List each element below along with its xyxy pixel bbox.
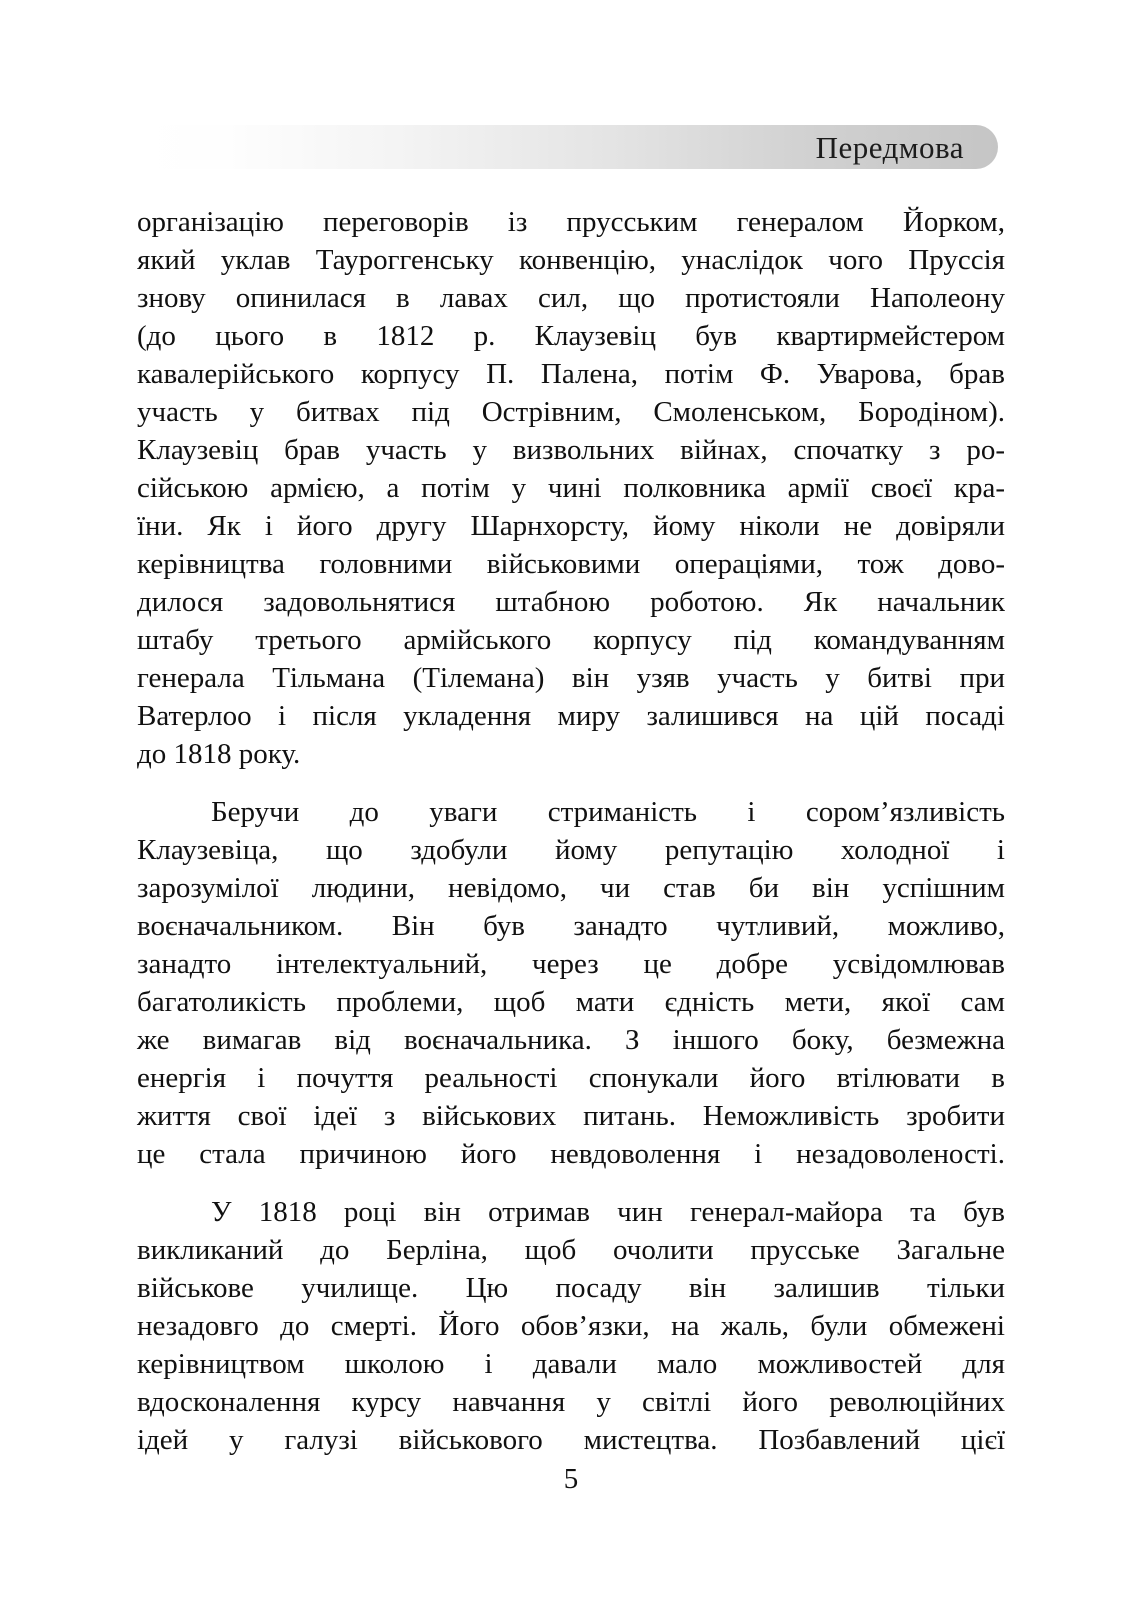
page-body <box>137 203 1005 1479</box>
paragraph-1 <box>137 203 1005 773</box>
text-line: їни. Як і його другу Шарнхорсту, йому ніколи не довіряли <box>137 510 1005 542</box>
text-line: вдосконалення курсу навчання у світлі його революційних <box>137 1386 1005 1418</box>
text-line: дилося задовольнятися штабною роботою. Як начальник <box>137 586 1005 618</box>
text-line: зарозумілої людини, невідомо, чи став би він успішним <box>137 872 1005 904</box>
text-line: генерала Тільмана (Тілемана) він узяв участь у битві при <box>137 662 1005 694</box>
text-line: штабу третього армійського корпусу під командуванням <box>137 624 1005 656</box>
text-line: участь у битвах під Острівним, Смоленськом, Бородіном). <box>137 396 1005 428</box>
text-line: керівництва головними військовими операціями, тож дово- <box>137 548 1005 580</box>
text-line: Клаузевіц брав участь у визвольних війнах, спочатку з ро- <box>137 434 1005 466</box>
text-line: життя свої ідеї з військових питань. Неможливість зробити <box>137 1100 1005 1132</box>
text-line: військове училище. Цю посаду він залишив тільки <box>137 1272 1005 1304</box>
text-line: незадовго до смерті. Його обов’язки, на жаль, були обмежені <box>137 1310 1005 1342</box>
paragraph-2 <box>137 793 1005 1173</box>
text-line: У 1818 році він отримав чин генерал-майора та був <box>211 1196 1005 1228</box>
text-line: керівництвом школою і давали мало можливостей для <box>137 1348 1005 1380</box>
text-line: же вимагав від воєначальника. З іншого боку, безмежна <box>137 1024 1005 1056</box>
text-line: Ватерлоо і після укладення миру залишився на цій посаді <box>137 700 1005 732</box>
text-line: воєначальником. Він був занадто чутливий, можливо, <box>137 910 1005 942</box>
page-number: 5 <box>563 1463 579 1495</box>
text-line: багатоликість проблеми, щоб мати єдність мети, якої сам <box>137 986 1005 1018</box>
text-line: викликаний до Берліна, щоб очолити прусське Загальне <box>137 1234 1005 1266</box>
page-footer <box>137 1460 1005 1498</box>
text-line: (до цього в 1812 р. Клаузевіц був квартирмейстером <box>137 320 1005 352</box>
paragraph-3 <box>137 1193 1005 1459</box>
text-line: сійською армією, а потім у чині полковника армії своєї кра- <box>137 472 1005 504</box>
text-line: енергія і почуття реальності спонукали його втілювати в <box>137 1062 1005 1094</box>
text-line: занадто інтелектуальний, через це добре усвідомлював <box>137 948 1005 980</box>
text-line: Клаузевіца, що здобули йому репутацію холодної і <box>137 834 1005 866</box>
text-line: організацію переговорів із прусським генералом Йорком, <box>137 206 1005 238</box>
text-line: Беручи до уваги стриманість і сором’язливість <box>211 796 1005 828</box>
text-line: який уклав Тауроггенську конвенцію, унаслідок чого Пруссія <box>137 244 1005 276</box>
text-line: кавалерійського корпусу П. Палена, потім Ф. Уварова, брав <box>137 358 1005 390</box>
chapter-header-bar <box>137 125 998 169</box>
text-line: знову опинилася в лавах сил, що протистояли Наполеону <box>137 282 1005 314</box>
chapter-title: Передмова <box>815 129 964 165</box>
text-line: це стала причиною його невдоволення і незадоволеності. <box>137 1138 1005 1170</box>
text-line: до 1818 року. <box>137 738 301 770</box>
text-line: ідей у галузі військового мистецтва. Позбавлений цієї <box>137 1424 1005 1456</box>
